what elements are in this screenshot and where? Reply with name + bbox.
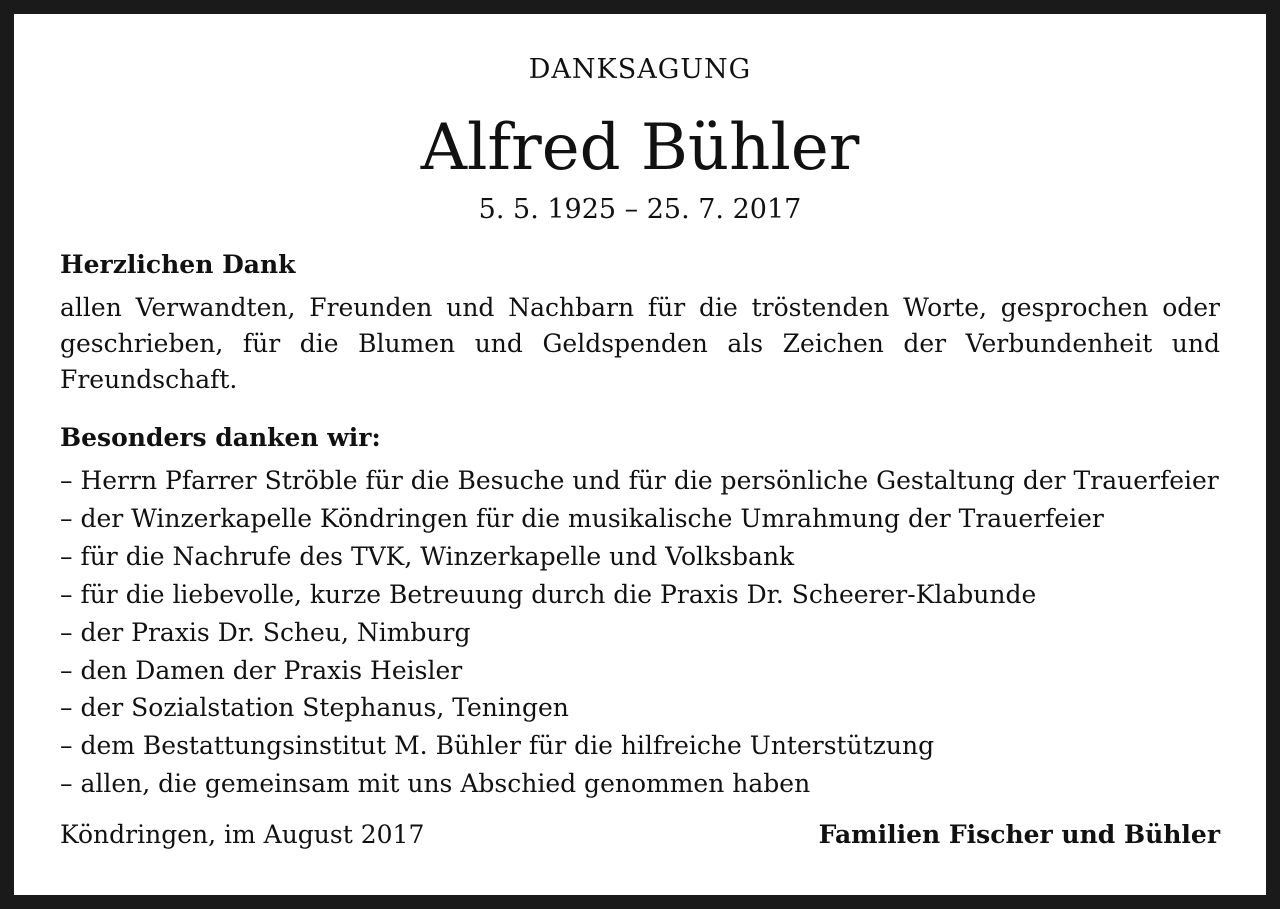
special-thanks-list xyxy=(60,462,1220,803)
list-item: – Herrn Pfarrer Ströble für die Besuche und für die persönliche Gestaltung der Trauerfeier xyxy=(60,466,1219,495)
list-item: – der Winzerkapelle Köndringen für die musikalische Umrahmung der Trauerfeier xyxy=(60,503,1104,533)
thanks-paragraph: allen Verwandten, Freunden und Nachbarn für die tröstenden Worte, gesprochen oder geschrieben, für die Blumen und Geldspenden als Zeichen der Verbundenheit und Freundschaft. xyxy=(60,293,1220,394)
list-item: – der Praxis Dr. Scheu, Nimburg xyxy=(60,617,471,647)
thanks-heading: Herzlichen Dank xyxy=(60,250,296,279)
deceased-name: Alfred Bühler xyxy=(420,111,860,185)
life-dates: 5. 5. 1925 – 25. 7. 2017 xyxy=(478,194,802,225)
special-thanks-heading: Besonders danken wir: xyxy=(60,423,381,452)
signature: Familien Fischer und Bühler xyxy=(818,820,1220,849)
notice-content xyxy=(60,14,1220,895)
place-and-date: Köndringen, im August 2017 xyxy=(60,820,425,849)
list-item: – für die Nachrufe des TVK, Winzerkapelle und Volksbank xyxy=(60,541,795,571)
list-item: – dem Bestattungsinstitut M. Bühler für die hilfreiche Unterstützung xyxy=(60,731,935,761)
list-item: – allen, die gemeinsam mit uns Abschied genommen haben xyxy=(60,769,811,799)
list-item: – der Sozialstation Stephanus, Teningen xyxy=(60,693,569,723)
list-item: – den Damen der Praxis Heisler xyxy=(60,655,463,685)
list-item: – für die liebevolle, kurze Betreuung durch die Praxis Dr. Scheerer-Klabunde xyxy=(60,579,1037,609)
notice-kicker: DANKSAGUNG xyxy=(528,54,752,85)
